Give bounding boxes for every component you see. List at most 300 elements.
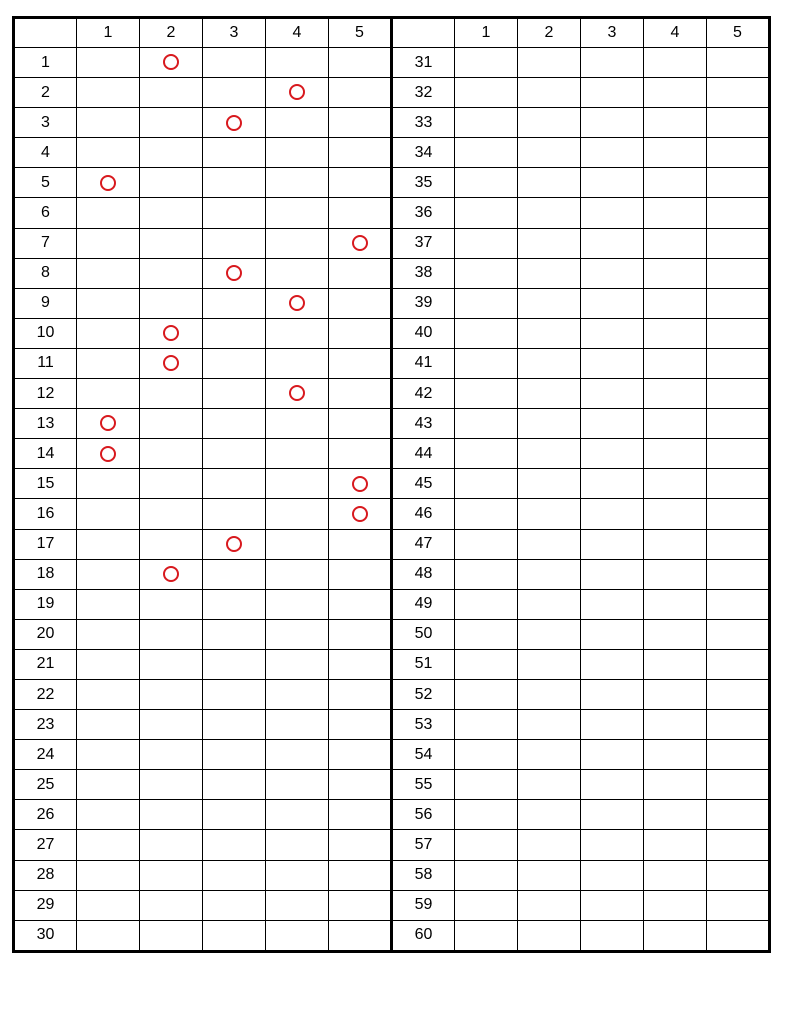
right-answer-cell[interactable] (455, 288, 518, 318)
left-answer-cell[interactable] (266, 258, 329, 288)
left-answer-cell[interactable] (203, 770, 266, 800)
left-answer-cell[interactable] (203, 920, 266, 951)
right-answer-cell[interactable] (707, 920, 770, 951)
right-answer-cell[interactable] (644, 920, 707, 951)
left-answer-cell[interactable] (77, 228, 140, 258)
right-answer-cell[interactable] (707, 439, 770, 469)
right-answer-cell[interactable] (518, 379, 581, 409)
right-answer-cell[interactable] (707, 740, 770, 770)
right-answer-cell[interactable] (644, 860, 707, 890)
left-answer-cell[interactable] (140, 920, 203, 951)
right-answer-cell[interactable] (581, 890, 644, 920)
right-answer-cell[interactable] (581, 529, 644, 559)
left-answer-cell[interactable] (77, 649, 140, 679)
right-answer-cell[interactable] (707, 288, 770, 318)
right-answer-cell[interactable] (581, 920, 644, 951)
right-answer-cell[interactable] (707, 710, 770, 740)
left-answer-cell[interactable] (266, 379, 329, 409)
left-answer-cell[interactable] (203, 138, 266, 168)
right-answer-cell[interactable] (707, 499, 770, 529)
left-answer-cell[interactable] (77, 379, 140, 409)
right-answer-cell[interactable] (644, 770, 707, 800)
left-answer-cell[interactable] (140, 559, 203, 589)
left-answer-cell[interactable] (77, 800, 140, 830)
left-answer-cell[interactable] (266, 830, 329, 860)
left-answer-cell[interactable] (329, 318, 392, 348)
right-answer-cell[interactable] (644, 649, 707, 679)
right-answer-cell[interactable] (518, 469, 581, 499)
left-answer-cell[interactable] (203, 318, 266, 348)
right-answer-cell[interactable] (707, 78, 770, 108)
right-answer-cell[interactable] (455, 78, 518, 108)
left-answer-cell[interactable] (203, 559, 266, 589)
right-answer-cell[interactable] (455, 138, 518, 168)
right-answer-cell[interactable] (581, 710, 644, 740)
left-answer-cell[interactable] (77, 48, 140, 78)
right-answer-cell[interactable] (707, 379, 770, 409)
left-answer-cell[interactable] (77, 168, 140, 198)
right-answer-cell[interactable] (707, 830, 770, 860)
right-answer-cell[interactable] (707, 619, 770, 649)
right-answer-cell[interactable] (644, 619, 707, 649)
left-answer-cell[interactable] (266, 108, 329, 138)
left-answer-cell[interactable] (266, 890, 329, 920)
right-answer-cell[interactable] (644, 529, 707, 559)
right-answer-cell[interactable] (581, 740, 644, 770)
left-answer-cell[interactable] (140, 228, 203, 258)
left-answer-cell[interactable] (203, 409, 266, 439)
right-answer-cell[interactable] (581, 138, 644, 168)
left-answer-cell[interactable] (140, 409, 203, 439)
right-answer-cell[interactable] (644, 439, 707, 469)
right-answer-cell[interactable] (455, 890, 518, 920)
left-answer-cell[interactable] (140, 198, 203, 228)
right-answer-cell[interactable] (518, 288, 581, 318)
right-answer-cell[interactable] (455, 619, 518, 649)
left-answer-cell[interactable] (329, 168, 392, 198)
right-answer-cell[interactable] (644, 78, 707, 108)
left-answer-cell[interactable] (140, 619, 203, 649)
left-answer-cell[interactable] (77, 318, 140, 348)
left-answer-cell[interactable] (329, 379, 392, 409)
right-answer-cell[interactable] (518, 559, 581, 589)
left-answer-cell[interactable] (77, 679, 140, 709)
right-answer-cell[interactable] (518, 649, 581, 679)
left-answer-cell[interactable] (77, 589, 140, 619)
left-answer-cell[interactable] (266, 439, 329, 469)
right-answer-cell[interactable] (707, 198, 770, 228)
left-answer-cell[interactable] (77, 198, 140, 228)
right-answer-cell[interactable] (455, 649, 518, 679)
left-answer-cell[interactable] (203, 589, 266, 619)
left-answer-cell[interactable] (329, 228, 392, 258)
left-answer-cell[interactable] (140, 890, 203, 920)
left-answer-cell[interactable] (203, 348, 266, 378)
right-answer-cell[interactable] (644, 258, 707, 288)
right-answer-cell[interactable] (581, 379, 644, 409)
left-answer-cell[interactable] (203, 78, 266, 108)
left-answer-cell[interactable] (140, 860, 203, 890)
left-answer-cell[interactable] (77, 348, 140, 378)
right-answer-cell[interactable] (644, 168, 707, 198)
left-answer-cell[interactable] (203, 529, 266, 559)
right-answer-cell[interactable] (455, 499, 518, 529)
left-answer-cell[interactable] (329, 770, 392, 800)
left-answer-cell[interactable] (140, 740, 203, 770)
left-answer-cell[interactable] (203, 168, 266, 198)
right-answer-cell[interactable] (518, 710, 581, 740)
right-answer-cell[interactable] (455, 348, 518, 378)
right-answer-cell[interactable] (581, 108, 644, 138)
right-answer-cell[interactable] (707, 469, 770, 499)
right-answer-cell[interactable] (518, 108, 581, 138)
right-answer-cell[interactable] (581, 439, 644, 469)
right-answer-cell[interactable] (644, 228, 707, 258)
right-answer-cell[interactable] (518, 619, 581, 649)
left-answer-cell[interactable] (329, 108, 392, 138)
right-answer-cell[interactable] (455, 860, 518, 890)
right-answer-cell[interactable] (518, 168, 581, 198)
left-answer-cell[interactable] (140, 830, 203, 860)
right-answer-cell[interactable] (707, 258, 770, 288)
left-answer-cell[interactable] (203, 228, 266, 258)
left-answer-cell[interactable] (329, 740, 392, 770)
left-answer-cell[interactable] (203, 890, 266, 920)
left-answer-cell[interactable] (329, 78, 392, 108)
left-answer-cell[interactable] (203, 860, 266, 890)
left-answer-cell[interactable] (203, 800, 266, 830)
left-answer-cell[interactable] (329, 258, 392, 288)
left-answer-cell[interactable] (203, 48, 266, 78)
right-answer-cell[interactable] (644, 409, 707, 439)
right-answer-cell[interactable] (455, 920, 518, 951)
right-answer-cell[interactable] (644, 830, 707, 860)
right-answer-cell[interactable] (581, 770, 644, 800)
right-answer-cell[interactable] (644, 740, 707, 770)
right-answer-cell[interactable] (581, 649, 644, 679)
left-answer-cell[interactable] (77, 409, 140, 439)
left-answer-cell[interactable] (329, 679, 392, 709)
right-answer-cell[interactable] (707, 890, 770, 920)
left-answer-cell[interactable] (266, 770, 329, 800)
left-answer-cell[interactable] (140, 589, 203, 619)
left-answer-cell[interactable] (140, 108, 203, 138)
right-answer-cell[interactable] (518, 228, 581, 258)
right-answer-cell[interactable] (644, 318, 707, 348)
right-answer-cell[interactable] (707, 800, 770, 830)
left-answer-cell[interactable] (203, 679, 266, 709)
left-answer-cell[interactable] (329, 529, 392, 559)
left-answer-cell[interactable] (329, 198, 392, 228)
left-answer-cell[interactable] (140, 770, 203, 800)
left-answer-cell[interactable] (140, 288, 203, 318)
right-answer-cell[interactable] (455, 710, 518, 740)
right-answer-cell[interactable] (581, 469, 644, 499)
left-answer-cell[interactable] (203, 830, 266, 860)
left-answer-cell[interactable] (266, 228, 329, 258)
right-answer-cell[interactable] (455, 830, 518, 860)
left-answer-cell[interactable] (329, 830, 392, 860)
right-answer-cell[interactable] (455, 409, 518, 439)
left-answer-cell[interactable] (140, 649, 203, 679)
left-answer-cell[interactable] (203, 469, 266, 499)
right-answer-cell[interactable] (644, 138, 707, 168)
right-answer-cell[interactable] (455, 800, 518, 830)
right-answer-cell[interactable] (518, 529, 581, 559)
left-answer-cell[interactable] (329, 890, 392, 920)
right-answer-cell[interactable] (644, 48, 707, 78)
left-answer-cell[interactable] (140, 710, 203, 740)
right-answer-cell[interactable] (518, 800, 581, 830)
right-answer-cell[interactable] (518, 679, 581, 709)
right-answer-cell[interactable] (455, 740, 518, 770)
right-answer-cell[interactable] (518, 409, 581, 439)
left-answer-cell[interactable] (266, 48, 329, 78)
left-answer-cell[interactable] (266, 529, 329, 559)
left-answer-cell[interactable] (77, 890, 140, 920)
left-answer-cell[interactable] (77, 559, 140, 589)
left-answer-cell[interactable] (266, 710, 329, 740)
left-answer-cell[interactable] (77, 288, 140, 318)
right-answer-cell[interactable] (644, 589, 707, 619)
left-answer-cell[interactable] (140, 138, 203, 168)
right-answer-cell[interactable] (455, 589, 518, 619)
right-answer-cell[interactable] (707, 529, 770, 559)
left-answer-cell[interactable] (140, 800, 203, 830)
left-answer-cell[interactable] (203, 619, 266, 649)
right-answer-cell[interactable] (581, 48, 644, 78)
left-answer-cell[interactable] (266, 679, 329, 709)
left-answer-cell[interactable] (266, 318, 329, 348)
left-answer-cell[interactable] (266, 288, 329, 318)
right-answer-cell[interactable] (518, 890, 581, 920)
left-answer-cell[interactable] (329, 920, 392, 951)
right-answer-cell[interactable] (707, 409, 770, 439)
left-answer-cell[interactable] (203, 288, 266, 318)
right-answer-cell[interactable] (644, 469, 707, 499)
right-answer-cell[interactable] (644, 108, 707, 138)
right-answer-cell[interactable] (455, 48, 518, 78)
left-answer-cell[interactable] (266, 168, 329, 198)
right-answer-cell[interactable] (707, 228, 770, 258)
right-answer-cell[interactable] (518, 830, 581, 860)
right-answer-cell[interactable] (644, 288, 707, 318)
right-answer-cell[interactable] (518, 589, 581, 619)
left-answer-cell[interactable] (266, 619, 329, 649)
left-answer-cell[interactable] (203, 499, 266, 529)
right-answer-cell[interactable] (455, 439, 518, 469)
left-answer-cell[interactable] (329, 619, 392, 649)
right-answer-cell[interactable] (518, 740, 581, 770)
right-answer-cell[interactable] (707, 589, 770, 619)
right-answer-cell[interactable] (518, 439, 581, 469)
left-answer-cell[interactable] (77, 108, 140, 138)
right-answer-cell[interactable] (644, 710, 707, 740)
right-answer-cell[interactable] (518, 318, 581, 348)
left-answer-cell[interactable] (140, 258, 203, 288)
left-answer-cell[interactable] (140, 469, 203, 499)
left-answer-cell[interactable] (77, 439, 140, 469)
left-answer-cell[interactable] (266, 920, 329, 951)
left-answer-cell[interactable] (329, 138, 392, 168)
right-answer-cell[interactable] (518, 258, 581, 288)
right-answer-cell[interactable] (455, 198, 518, 228)
left-answer-cell[interactable] (329, 589, 392, 619)
right-answer-cell[interactable] (518, 198, 581, 228)
left-answer-cell[interactable] (266, 469, 329, 499)
right-answer-cell[interactable] (455, 529, 518, 559)
left-answer-cell[interactable] (140, 679, 203, 709)
left-answer-cell[interactable] (203, 198, 266, 228)
left-answer-cell[interactable] (329, 499, 392, 529)
left-answer-cell[interactable] (329, 800, 392, 830)
right-answer-cell[interactable] (581, 409, 644, 439)
right-answer-cell[interactable] (581, 348, 644, 378)
right-answer-cell[interactable] (644, 800, 707, 830)
left-answer-cell[interactable] (203, 439, 266, 469)
left-answer-cell[interactable] (266, 649, 329, 679)
left-answer-cell[interactable] (266, 559, 329, 589)
right-answer-cell[interactable] (707, 108, 770, 138)
right-answer-cell[interactable] (455, 559, 518, 589)
left-answer-cell[interactable] (77, 138, 140, 168)
right-answer-cell[interactable] (518, 920, 581, 951)
right-answer-cell[interactable] (518, 138, 581, 168)
left-answer-cell[interactable] (140, 348, 203, 378)
left-answer-cell[interactable] (203, 258, 266, 288)
right-answer-cell[interactable] (644, 559, 707, 589)
left-answer-cell[interactable] (77, 770, 140, 800)
right-answer-cell[interactable] (707, 48, 770, 78)
right-answer-cell[interactable] (455, 379, 518, 409)
right-answer-cell[interactable] (518, 348, 581, 378)
right-answer-cell[interactable] (644, 679, 707, 709)
left-answer-cell[interactable] (203, 740, 266, 770)
right-answer-cell[interactable] (518, 770, 581, 800)
left-answer-cell[interactable] (140, 318, 203, 348)
left-answer-cell[interactable] (329, 409, 392, 439)
left-answer-cell[interactable] (77, 830, 140, 860)
right-answer-cell[interactable] (707, 168, 770, 198)
left-answer-cell[interactable] (140, 78, 203, 108)
left-answer-cell[interactable] (329, 649, 392, 679)
right-answer-cell[interactable] (644, 198, 707, 228)
left-answer-cell[interactable] (329, 288, 392, 318)
right-answer-cell[interactable] (707, 770, 770, 800)
right-answer-cell[interactable] (581, 198, 644, 228)
left-answer-cell[interactable] (266, 589, 329, 619)
right-answer-cell[interactable] (644, 890, 707, 920)
left-answer-cell[interactable] (140, 439, 203, 469)
left-answer-cell[interactable] (77, 529, 140, 559)
right-answer-cell[interactable] (581, 800, 644, 830)
left-answer-cell[interactable] (266, 409, 329, 439)
left-answer-cell[interactable] (77, 78, 140, 108)
right-answer-cell[interactable] (581, 830, 644, 860)
right-answer-cell[interactable] (707, 138, 770, 168)
left-answer-cell[interactable] (77, 710, 140, 740)
left-answer-cell[interactable] (77, 619, 140, 649)
left-answer-cell[interactable] (77, 258, 140, 288)
left-answer-cell[interactable] (329, 559, 392, 589)
left-answer-cell[interactable] (329, 860, 392, 890)
left-answer-cell[interactable] (266, 740, 329, 770)
right-answer-cell[interactable] (581, 228, 644, 258)
left-answer-cell[interactable] (140, 529, 203, 559)
right-answer-cell[interactable] (581, 589, 644, 619)
right-answer-cell[interactable] (455, 228, 518, 258)
left-answer-cell[interactable] (329, 48, 392, 78)
left-answer-cell[interactable] (77, 920, 140, 951)
left-answer-cell[interactable] (77, 740, 140, 770)
left-answer-cell[interactable] (140, 379, 203, 409)
left-answer-cell[interactable] (266, 860, 329, 890)
right-answer-cell[interactable] (581, 860, 644, 890)
right-answer-cell[interactable] (518, 48, 581, 78)
left-answer-cell[interactable] (329, 469, 392, 499)
right-answer-cell[interactable] (518, 860, 581, 890)
right-answer-cell[interactable] (581, 318, 644, 348)
right-answer-cell[interactable] (518, 499, 581, 529)
right-answer-cell[interactable] (581, 168, 644, 198)
right-answer-cell[interactable] (581, 78, 644, 108)
right-answer-cell[interactable] (707, 559, 770, 589)
right-answer-cell[interactable] (455, 108, 518, 138)
left-answer-cell[interactable] (329, 439, 392, 469)
right-answer-cell[interactable] (707, 348, 770, 378)
right-answer-cell[interactable] (455, 168, 518, 198)
left-answer-cell[interactable] (266, 800, 329, 830)
right-answer-cell[interactable] (707, 679, 770, 709)
right-answer-cell[interactable] (581, 559, 644, 589)
left-answer-cell[interactable] (140, 48, 203, 78)
right-answer-cell[interactable] (581, 288, 644, 318)
right-answer-cell[interactable] (707, 649, 770, 679)
right-answer-cell[interactable] (455, 318, 518, 348)
left-answer-cell[interactable] (203, 710, 266, 740)
right-answer-cell[interactable] (707, 318, 770, 348)
right-answer-cell[interactable] (455, 469, 518, 499)
left-answer-cell[interactable] (329, 348, 392, 378)
right-answer-cell[interactable] (644, 499, 707, 529)
left-answer-cell[interactable] (266, 348, 329, 378)
left-answer-cell[interactable] (140, 168, 203, 198)
right-answer-cell[interactable] (581, 619, 644, 649)
right-answer-cell[interactable] (644, 348, 707, 378)
left-answer-cell[interactable] (203, 379, 266, 409)
right-answer-cell[interactable] (581, 499, 644, 529)
right-answer-cell[interactable] (455, 258, 518, 288)
right-answer-cell[interactable] (581, 258, 644, 288)
left-answer-cell[interactable] (329, 710, 392, 740)
left-answer-cell[interactable] (266, 198, 329, 228)
left-answer-cell[interactable] (266, 499, 329, 529)
left-answer-cell[interactable] (77, 860, 140, 890)
left-answer-cell[interactable] (77, 499, 140, 529)
right-answer-cell[interactable] (707, 860, 770, 890)
right-answer-cell[interactable] (518, 78, 581, 108)
right-answer-cell[interactable] (455, 679, 518, 709)
left-answer-cell[interactable] (203, 108, 266, 138)
right-answer-cell[interactable] (581, 679, 644, 709)
left-answer-cell[interactable] (203, 649, 266, 679)
left-answer-cell[interactable] (140, 499, 203, 529)
right-answer-cell[interactable] (455, 770, 518, 800)
left-answer-cell[interactable] (266, 138, 329, 168)
left-answer-cell[interactable] (266, 78, 329, 108)
right-answer-cell[interactable] (644, 379, 707, 409)
left-answer-cell[interactable] (77, 469, 140, 499)
